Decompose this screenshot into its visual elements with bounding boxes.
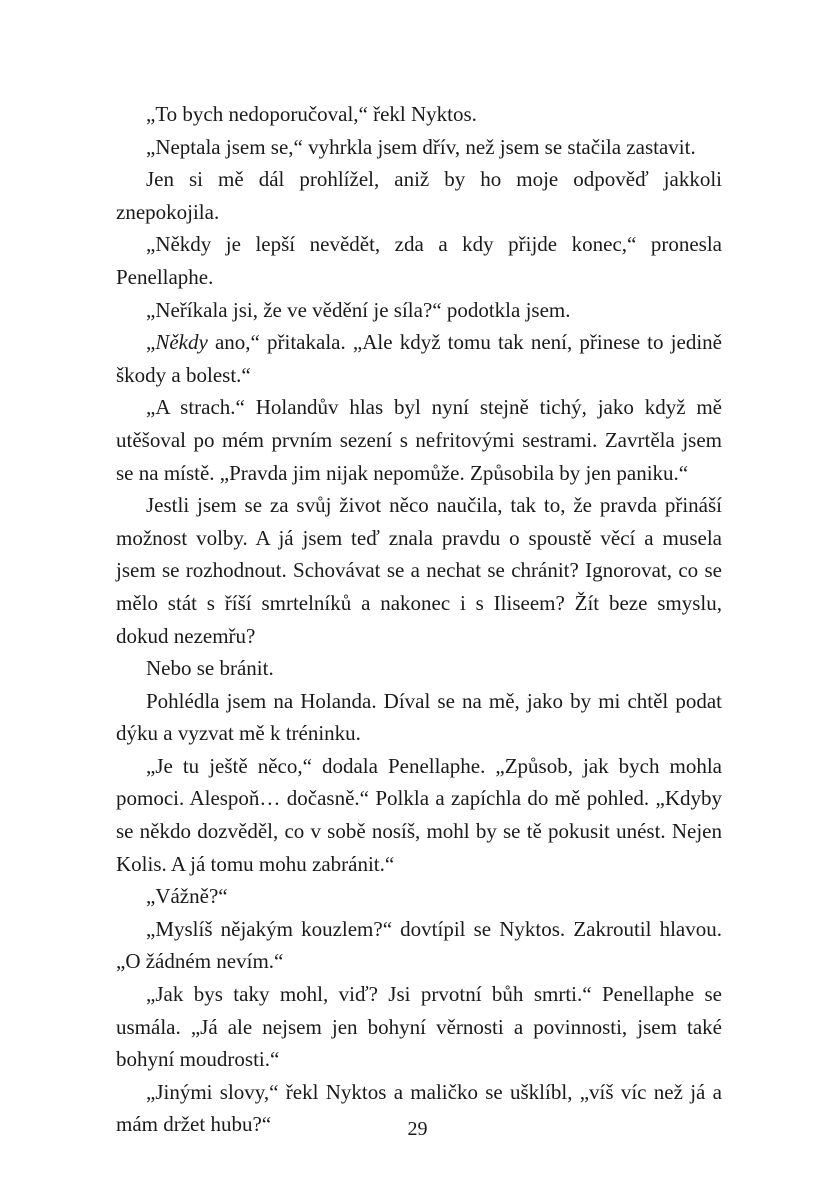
paragraph: „To bych nedoporučoval,“ řekl Nyktos. (146, 102, 477, 126)
paragraph: Jen si mě dál prohlížel, aniž by ho moje odpověď jakkoli znepokojila. (116, 167, 722, 224)
page-number: 29 (407, 1118, 428, 1140)
paragraph: Jestli jsem se za svůj život něco naučila, tak to, že pravda přináší možnost volby. A já jsem teď znala pravdu o spoustě věcí a musela jsem se rozhodnout. Schovávat se a nechat se chránit? Ignorovat, co se mělo stát s říší smrtelníků a nakonec i s Iliseem? Žít beze smyslu, dokud nezemřu? (116, 493, 722, 648)
paragraph: „Je tu ještě něco,“ dodala Penellaphe. „Způsob, jak bych mohla pomoci. Alespoň… dočasně.“ Polkla a zapíchla do mě pohled. „Kdyby se někdo dozvěděl, co v sobě nosíš, mohl by se tě pokusit unést. Nejen Kolis. A já tomu mohu zabránit.“ (116, 753, 722, 876)
emphasized-word: Někdy (155, 330, 208, 355)
paragraph: „Neptala jsem se,“ vyhrkla jsem dřív, než jsem se stačila zastavit. (146, 134, 696, 159)
paragraph (116, 326, 722, 391)
paragraph: „Vážně?“ (146, 884, 228, 909)
page-body-text (116, 98, 722, 1141)
paragraph: Nebo se bránit. (146, 656, 274, 681)
paragraph: „Neříkala jsi, že ve vědění je síla?“ podotkla jsem. (146, 297, 571, 322)
paragraph: „Někdy je lepší nevědět, zda a kdy přijde konec,“ pronesla Penellaphe. (116, 232, 722, 289)
paragraph-rest: ano,“ přitakala. „Ale když tomu tak není, přinese to jedině škody a bolest.“ (116, 330, 722, 387)
paragraph: „Jinými slovy,“ řekl Nyktos a maličko se ušklíbl, „víš víc než já a mám držet hubu?“ (116, 1079, 722, 1137)
paragraph: „Jak bys taky mohl, viď? Jsi prvotní bůh smrti.“ Penellaphe se usmála. „Já ale nejsem jen bohyní věrnosti a povinnosti, jsem také bohyní moudrosti.“ (116, 982, 722, 1072)
paragraph-quote-open: „ (146, 330, 156, 355)
paragraph: Pohlédla jsem na Holanda. Díval se na mě, jako by mi chtěl podat dýku a vyzvat mě k tréninku. (116, 688, 722, 746)
paragraph: „A strach.“ Holandův hlas byl nyní stejně tichý, jako když mě utěšoval po mém prvním sezení s nefritovými sestrami. Zavrtěla jsem se na místě. „Pravda jim nijak nepomůže. Způsobila by jen paniku.“ (116, 395, 722, 485)
paragraph: „Myslíš nějakým kouzlem?“ dovtípil se Nyktos. Zakroutil hlavou. „O žádném nevím.“ (116, 916, 722, 974)
